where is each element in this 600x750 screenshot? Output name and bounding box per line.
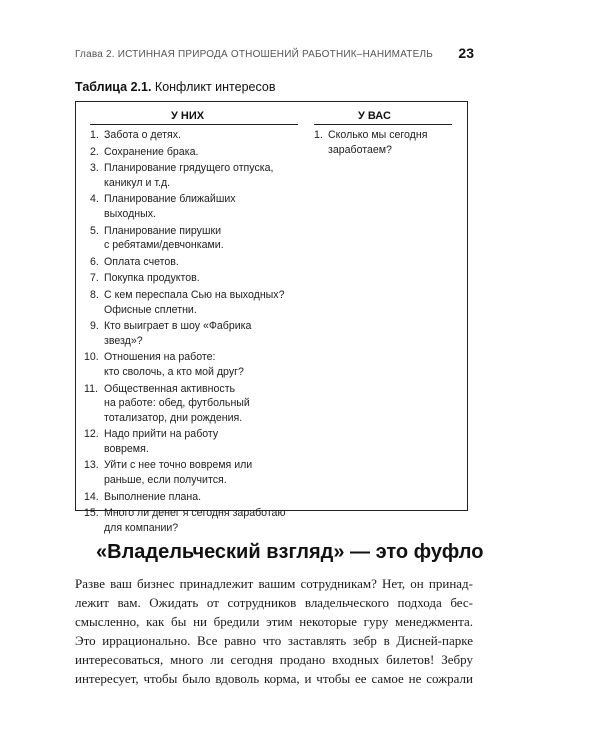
conflict-table bbox=[75, 101, 468, 534]
list-item bbox=[314, 128, 454, 157]
item-text-line: Планирование пирушки bbox=[104, 224, 222, 237]
list-item bbox=[90, 271, 302, 286]
item-text: Сохранение брака. bbox=[104, 145, 199, 158]
item-number: 2. bbox=[90, 145, 99, 158]
list-item bbox=[90, 192, 302, 221]
item-number: 9. bbox=[90, 320, 99, 333]
body-line: лежит вам. Ожидать от сотрудников владельческого подхода бес- bbox=[75, 595, 473, 610]
item-number: 4. bbox=[90, 193, 99, 206]
body-line: смысленно, как бы ни бредили этим некоторые гуру менеджмента. bbox=[75, 614, 473, 629]
list-item bbox=[90, 224, 302, 253]
item-number: 13. bbox=[84, 459, 99, 472]
item-text-line: кто сволочь, а кто мой друг? bbox=[104, 365, 244, 378]
header-rule-them bbox=[90, 124, 298, 125]
list-item bbox=[84, 506, 302, 535]
item-number: 10. bbox=[84, 351, 99, 364]
item-text-line: заработаем? bbox=[328, 143, 392, 156]
list-item bbox=[90, 161, 302, 190]
item-text-line: Офисные сплетни. bbox=[104, 303, 197, 316]
item-text-line: Много ли денег я сегодня заработаю bbox=[104, 507, 286, 520]
column-header-you: У ВАС bbox=[358, 110, 391, 122]
table-caption-text: Конфликт интересов bbox=[154, 80, 276, 94]
header-rule-you bbox=[314, 124, 452, 125]
item-number: 7. bbox=[90, 272, 99, 285]
list-item bbox=[84, 458, 302, 487]
item-number: 6. bbox=[90, 255, 99, 268]
item-text: Оплата счетов. bbox=[104, 255, 179, 268]
item-text-line: на работе: обед, футбольный bbox=[104, 397, 250, 410]
item-number: 14. bbox=[84, 490, 99, 503]
item-text-line: выходных. bbox=[104, 207, 156, 220]
table-caption bbox=[75, 80, 275, 94]
item-text-line: Надо прийти на работу bbox=[104, 428, 219, 441]
item-number: 8. bbox=[90, 288, 99, 301]
body-line: Это иррационально. Все равно что заставлять зебр в Дисней-парке bbox=[75, 633, 473, 648]
item-text-line: Отношения на работе: bbox=[104, 351, 216, 364]
you-list bbox=[314, 128, 454, 159]
list-item bbox=[84, 427, 302, 456]
item-text: Забота о детях. bbox=[104, 129, 181, 141]
item-number: 1. bbox=[314, 129, 323, 141]
body-line: интересует, чтобы было вдоволь корма, и чтобы ее самое не сожрали bbox=[75, 671, 473, 686]
list-item bbox=[90, 255, 302, 270]
item-number: 11. bbox=[84, 382, 98, 395]
item-number: 1. bbox=[90, 129, 99, 141]
item-text-line: раньше, если получится. bbox=[104, 474, 227, 487]
running-head: Глава 2. ИСТИННАЯ ПРИРОДА ОТНОШЕНИЙ РАБОТНИК–НАНИМАТЕЛЬ bbox=[75, 49, 433, 60]
item-text-line: Планирование ближайших bbox=[104, 193, 236, 206]
list-item bbox=[84, 490, 302, 505]
column-header-them: У НИХ bbox=[171, 110, 205, 122]
list-item bbox=[84, 350, 302, 379]
item-text-line: Уйти с нее точно вовремя или bbox=[104, 459, 253, 472]
body-paragraph bbox=[75, 574, 473, 688]
item-text: Покупка продуктов. bbox=[104, 272, 200, 285]
item-number: 12. bbox=[84, 428, 99, 441]
item-text-line: Сколько мы сегодня bbox=[328, 129, 428, 141]
item-text-line: с ребятами/девчонками. bbox=[104, 239, 224, 252]
item-text-line: вовремя. bbox=[104, 442, 149, 455]
item-number: 15. bbox=[84, 507, 99, 520]
list-item bbox=[90, 319, 302, 348]
item-text-line: Планирование грядущего отпуска, bbox=[104, 162, 274, 175]
list-item bbox=[84, 382, 302, 426]
item-number: 3. bbox=[90, 162, 99, 175]
item-text-line: для компании? bbox=[104, 521, 179, 534]
body-line: Разве ваш бизнес принадлежит вашим сотрудникам? Нет, он принад- bbox=[75, 576, 473, 591]
item-text-line: каникул и т.д. bbox=[104, 176, 171, 189]
item-text-line: Кто выиграет в шоу «Фабрика bbox=[104, 320, 252, 333]
table-caption-label: Таблица 2.1. bbox=[75, 80, 152, 94]
page-number: 23 bbox=[458, 45, 474, 61]
item-text-line: звезд»? bbox=[104, 334, 143, 347]
item-text-line: С кем переспала Сью на выходных? bbox=[104, 288, 285, 301]
item-text-line: Общественная активность bbox=[104, 382, 236, 395]
item-text-line: тотализатор, дни рождения. bbox=[104, 411, 243, 424]
section-title: «Владельческий взгляд» — это фуфло bbox=[96, 541, 484, 563]
list-item bbox=[90, 128, 302, 143]
list-item bbox=[90, 145, 302, 160]
list-item bbox=[90, 288, 302, 317]
item-number: 5. bbox=[90, 224, 99, 237]
item-text: Выполнение плана. bbox=[104, 490, 202, 503]
them-list bbox=[84, 128, 302, 537]
body-line: интересоваться, много ли сегодня продано входных билетов! Зебру bbox=[75, 652, 473, 667]
